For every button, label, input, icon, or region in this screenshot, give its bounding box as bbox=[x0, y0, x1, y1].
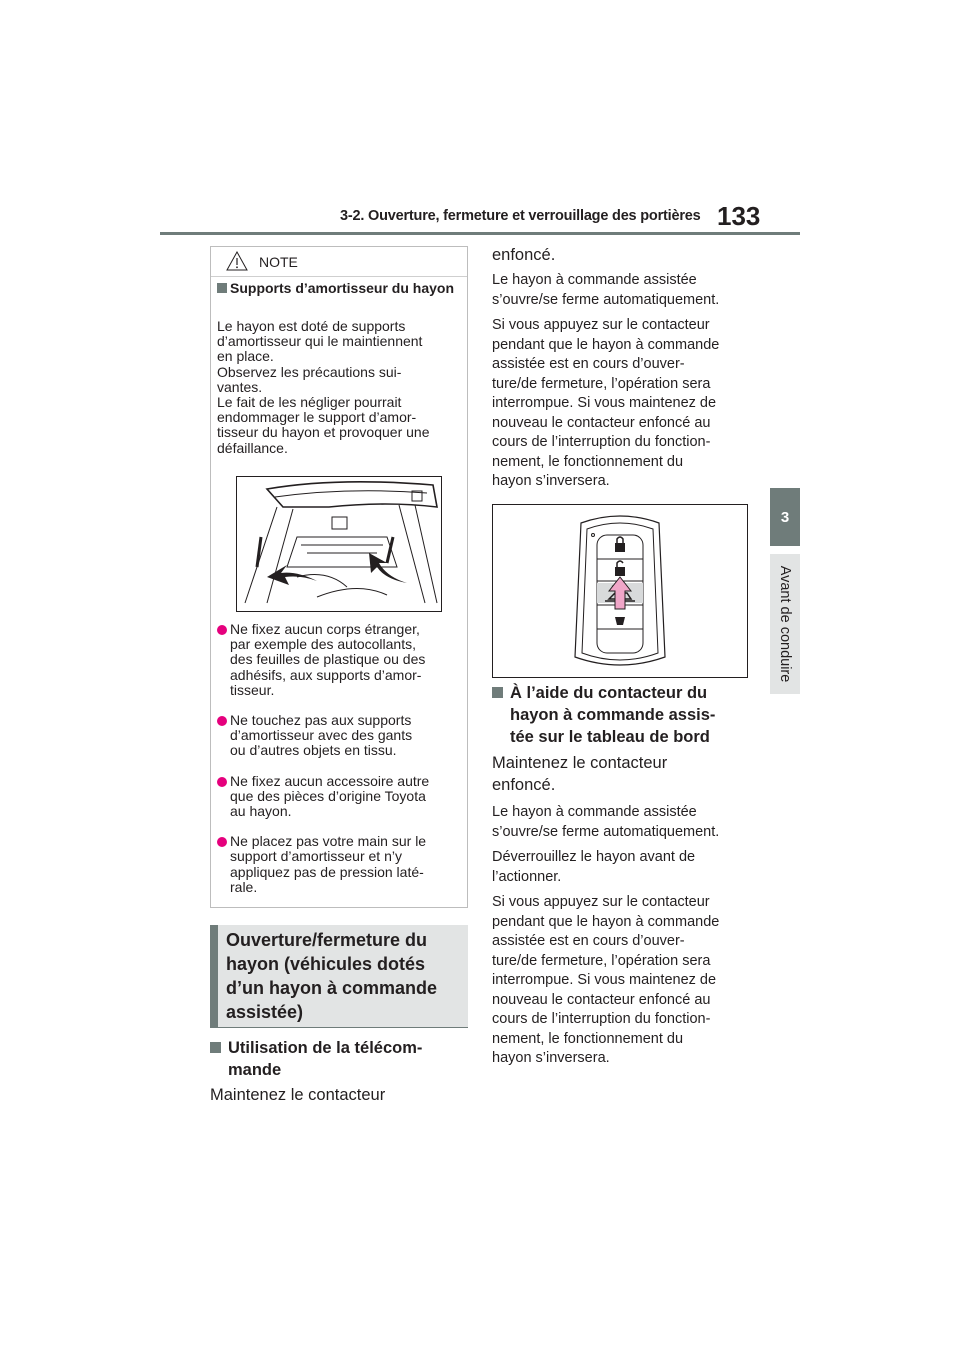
note-block-title: Supports d’amortisseur du hayon bbox=[217, 281, 457, 296]
note-line: tisseur du hayon et provoquer une bbox=[217, 424, 430, 441]
bullet-dot-icon bbox=[217, 625, 227, 635]
tailgate-open-drawing bbox=[237, 477, 441, 611]
square-bullet-icon bbox=[217, 283, 227, 293]
section-accent-bar bbox=[210, 925, 218, 1027]
note-line: d’amortisseur qui le maintiennent bbox=[217, 333, 423, 350]
note-line: endommager le support d’amor- bbox=[217, 409, 417, 426]
key-fob-drawing bbox=[493, 505, 747, 677]
chapter-number: 3 bbox=[780, 508, 790, 526]
dashboard-heading: À l’aide du contacteur du hayon à commande assis- tée sur le tableau de bord bbox=[492, 682, 754, 748]
note-line: Observez les précautions sui- bbox=[217, 363, 402, 380]
remote-instruction-start: Maintenez le contacteur bbox=[210, 1086, 386, 1104]
note-heading: NOTE bbox=[259, 254, 298, 270]
remote-heading: Utilisation de la télécom- mande bbox=[210, 1037, 468, 1081]
header-title: 3-2. Ouverture, fermeture et verrouillage des portières bbox=[340, 208, 701, 224]
note-line: vantes. bbox=[217, 378, 263, 395]
square-bullet-icon bbox=[492, 687, 503, 698]
bullet-dot-icon bbox=[217, 777, 227, 787]
remote-interrupt: Si vous appuyez sur le contacteur pendant que le hayon à commande assistée est en cours d’ouver- ture/de fermeture, l’opération sera interrompue. Si vous maintenez de nouveau le contacteur enfoncé au cours de l’interruption du fonction- nement, le fonctionnement du hayon s’inversera. bbox=[492, 317, 720, 489]
note-paragraph bbox=[217, 319, 463, 456]
section-title: Ouverture/fermeture du hayon (véhicules dotés d’un hayon à commande assistée) bbox=[226, 930, 438, 1022]
section-heading bbox=[210, 925, 468, 1028]
remote-result: Le hayon à commande assistée s’ouvre/se ferme automatiquement. bbox=[492, 272, 720, 308]
key-fob-illustration bbox=[492, 504, 748, 678]
note-line: défaillance. bbox=[217, 439, 288, 456]
note-bullet-item: Ne touchez pas aux supports d’amortisseur avec des gants ou d’autres objets en tissu. bbox=[217, 713, 463, 759]
dashboard-instruction: Maintenez le contacteur enfoncé. bbox=[492, 754, 668, 794]
note-line: en place. bbox=[217, 348, 274, 365]
chapter-tab bbox=[770, 488, 800, 546]
dashboard-result: Le hayon à commande assistée s’ouvre/se ferme automatiquement. bbox=[492, 804, 720, 840]
square-bullet-icon bbox=[210, 1042, 221, 1053]
bullet-dot-icon bbox=[217, 716, 227, 726]
dashboard-interrupt: Si vous appuyez sur le contacteur pendant que le hayon à commande assistée est en cours d’ouver- ture/de fermeture, l’opération sera interrompue. Si vous maintenez de nouveau le contacteur enfoncé au cours de l’interruption du fonction- nement, le fonctionnement du hayon s’inversera. bbox=[492, 894, 720, 1066]
note-line: Le hayon est doté de supports bbox=[217, 318, 406, 334]
note-bullet-item: Ne fixez aucun accessoire autre que des pièces d’origine Toyota au hayon. bbox=[217, 774, 463, 820]
bullet-dot-icon bbox=[217, 837, 227, 847]
remote-instruction-end: enfoncé. bbox=[492, 246, 556, 264]
page-number: 133 bbox=[717, 201, 761, 231]
header-rule bbox=[160, 232, 800, 235]
note-box bbox=[210, 246, 468, 908]
note-header bbox=[211, 247, 467, 277]
note-bullet-item: Ne fixez aucun corps étranger, par exemple des autocollants, des feuilles de plastique ou des adhésifs, aux supports d’amor- tisseur. bbox=[217, 622, 463, 698]
tailgate-damper-illustration bbox=[236, 476, 442, 612]
note-line: Le fait de les négliger pourrait bbox=[217, 394, 402, 411]
note-bullet-item: Ne placez pas votre main sur le support d’amortisseur et n’y appliquez pas de pression laté- rale. bbox=[217, 834, 463, 895]
dashboard-unlock-note: Déverrouillez le hayon avant de l’actionner. bbox=[492, 849, 696, 885]
chapter-label: Avant de conduire bbox=[777, 565, 793, 683]
note-bullet-list bbox=[217, 622, 463, 910]
warning-triangle-icon bbox=[226, 251, 248, 271]
